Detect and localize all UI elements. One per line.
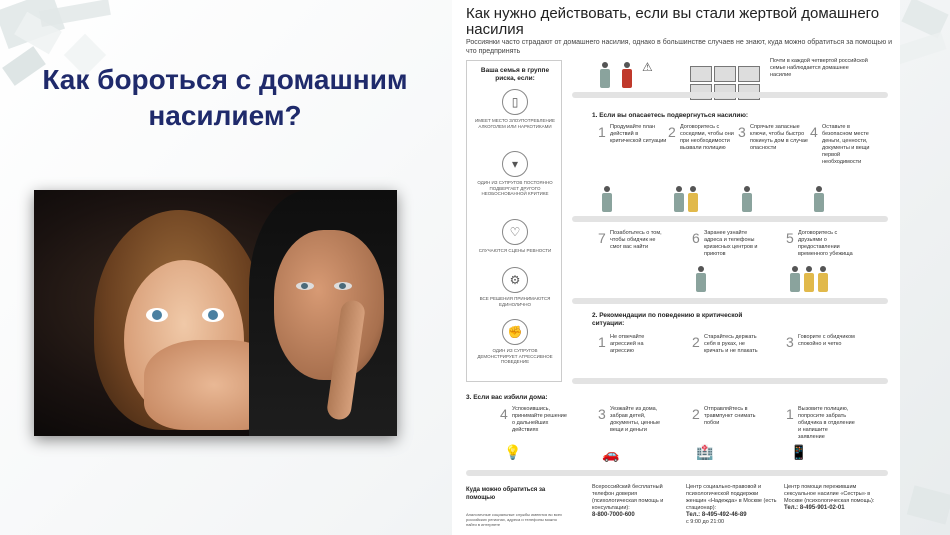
risk-item: ✊ ОДИН ИЗ СУПРУГОВ ДЕМОНСТРИРУЕТ АГРЕССИВНОЕ ПОВЕДЕНИЕ	[473, 319, 557, 365]
bottle-icon: ▯	[502, 89, 528, 115]
phone-number[interactable]: Тел.: 8-495-901-02-01	[784, 505, 845, 511]
heart-icon: ♡	[502, 219, 528, 245]
warning-icon: ⚠	[642, 60, 653, 74]
risk-item: ♡ СЛУЧАЮТСЯ СЦЕНЫ РЕВНОСТИ	[473, 219, 557, 254]
fist-icon: ✊	[502, 319, 528, 345]
decor-shard	[901, 0, 948, 38]
risk-title: Ваша семья в группе риска, если:	[480, 67, 550, 82]
divider-band	[466, 470, 888, 476]
risk-box	[466, 60, 562, 382]
divider-band	[572, 298, 888, 304]
phone-number[interactable]: Тел.: 8-495-492-46-89	[686, 512, 747, 518]
contact-item: Центр социально-правовой и психологической поддержки женщин «Надежда» в Москве (есть стационар): Тел.: 8-495-492-46-89 с 9:00 до 21:00	[686, 484, 777, 525]
statistic-note: Почти в каждой четвертой российской семье наблюдается домашнее насилие	[770, 58, 868, 78]
gear-icon: ⚙	[502, 267, 528, 293]
divider-band	[572, 216, 888, 222]
building-icon: 🏥	[696, 444, 714, 460]
section-title: 2. Рекомендации по поведению в критической ситуации:	[592, 312, 743, 327]
contact-item: Всероссийский бесплатный телефон доверия (психологическая помощь и консультации): 8-800-7000-600	[592, 484, 664, 518]
aggressor-figure	[622, 62, 632, 88]
photo	[34, 190, 397, 436]
section-title: 3. Если вас избили дома:	[466, 394, 548, 401]
infographic: Как нужно действовать, если вы стали жертвой домашнего насилия Россиянки часто страдают от домашнего насилия, однако в большинстве случаев не знают, куда можно обратиться за помощью и что предпринять ⚠ Почти в каждой четвертой российской семье наблюдается домашнее насилие Ваша семья в группе риска, если: ▯ ИМЕЕТ МЕСТО ЗЛОУПОТРЕБЛЕНИЕ АЛКОГОЛЕМ ИЛИ НАРКОТИКАМИ ▾ ОДИН ИЗ СУПРУГОВ ПОСТОЯННО ПОДВЕРГАЕТ ДРУГОГО НЕОБОСНОВАННОЙ КРИТИКЕ ♡ СЛУЧАЮТСЯ СЦЕНЫ РЕВНОСТИ ⚙ ВСЕ РЕШЕНИЯ ПРИНИМАЮТСЯ ЕДИНОЛИЧНО ✊ ОДИН ИЗ СУПРУГОВ ДЕМОНСТРИРУЕТ АГРЕССИВНОЕ ПОВЕДЕНИЕ 1. Если вы опасаетесь подвергнуться насилию: 1 Продумайте план действий в критической ситуации 2 Договоритесь с соседями, чтобы они при необходимости вызвали полицию 3 Спрячьте запасные ключи, чтобы быстро покинуть дом в случае опасности 4 Оставьте в безопасном месте деньги, ценности, документы и вещи первой необходимости 7 Позаботьтесь о том, чтобы обидчик не смог вас найти 6 Заранее узнайте адреса и телефоны кризисных центров и приютов 5 Договоритесь с друзьями о предоставлении временного убежища 2. Рекомендации по поведению в критической ситуации: 1 Не отвечайте агрессией на агрессию 2 Старайтесь держать себя в руках, не кричать и не плакать 3 Говорите с обидчиком спокойно и четко 3. Если вас избили дома: 4 Успокоившись, принимайте решение о дальнейших действиях 3 Уезжайте из дома, забрав детей, документы, ценные вещи и деньги 2 Отправляйтесь в травмпункт снимать побои 1 Вызовите полицию, попросите забрать обидчика в отделение и напишите заявление 💡 🚗 🏥 📱 Куда можно обратиться за помощью Аналогичные социальные службы имеются во всех российских регионах, адреса и телефоны можно найти в интернете Всероссийский бесплатный телефон доверия (психологическая помощь и консультации): 8-800-7000-600 Центр социально-правовой и психологической поддержки женщин «Надежда» в Москве (есть стационар): Тел.: 8-495-492-46-89 с 9:00 до 21:00 Центр помощи пережившим сексуальное насилие «Сестры» в Москве (психологическая помощь): Тел.: 8-495-901-02-01	[452, 0, 900, 535]
risk-item: ▯ ИМЕЕТ МЕСТО ЗЛОУПОТРЕБЛЕНИЕ АЛКОГОЛЕМ ИЛИ НАРКОТИКАМИ	[473, 89, 557, 129]
risk-item: ▾ ОДИН ИЗ СУПРУГОВ ПОСТОЯННО ПОДВЕРГАЕТ ДРУГОГО НЕОБОСНОВАННОЙ КРИТИКЕ	[473, 151, 557, 197]
divider-band	[572, 378, 888, 384]
contacts-note: Аналогичные социальные службы имеются во всех российских регионах, адреса и телефоны можно найти в интернете	[466, 512, 562, 527]
risk-item: ⚙ ВСЕ РЕШЕНИЯ ПРИНИМАЮТСЯ ЕДИНОЛИЧНО	[473, 267, 557, 307]
thumbs-down-icon: ▾	[502, 151, 528, 177]
contacts-title: Куда можно обратиться за помощью	[466, 487, 546, 501]
person-figure	[600, 62, 610, 88]
section-title: 1. Если вы опасаетесь подвергнуться насилию:	[592, 112, 749, 119]
decor-shard	[907, 485, 950, 524]
contact-item: Центр помощи пережившим сексуальное насилие «Сестры» в Москве (психологическая помощь): Тел.: 8-495-901-02-01	[784, 484, 875, 511]
slide-title: Как бороться с домашним насилием?	[42, 64, 408, 131]
car-icon: 🚗	[602, 446, 620, 462]
phone-icon: 📱	[790, 444, 808, 460]
phone-number[interactable]: 8-800-7000-600	[592, 512, 635, 518]
infographic-subtitle: Россиянки часто страдают от домашнего насилия, однако в большинстве случаев не знают, куда можно обратиться за помощью и что предпринять	[466, 39, 893, 55]
divider-band	[572, 92, 888, 98]
infographic-title: Как нужно действовать, если вы стали жертвой домашнего насилия	[466, 5, 880, 38]
lightbulb-icon: 💡	[504, 444, 522, 460]
